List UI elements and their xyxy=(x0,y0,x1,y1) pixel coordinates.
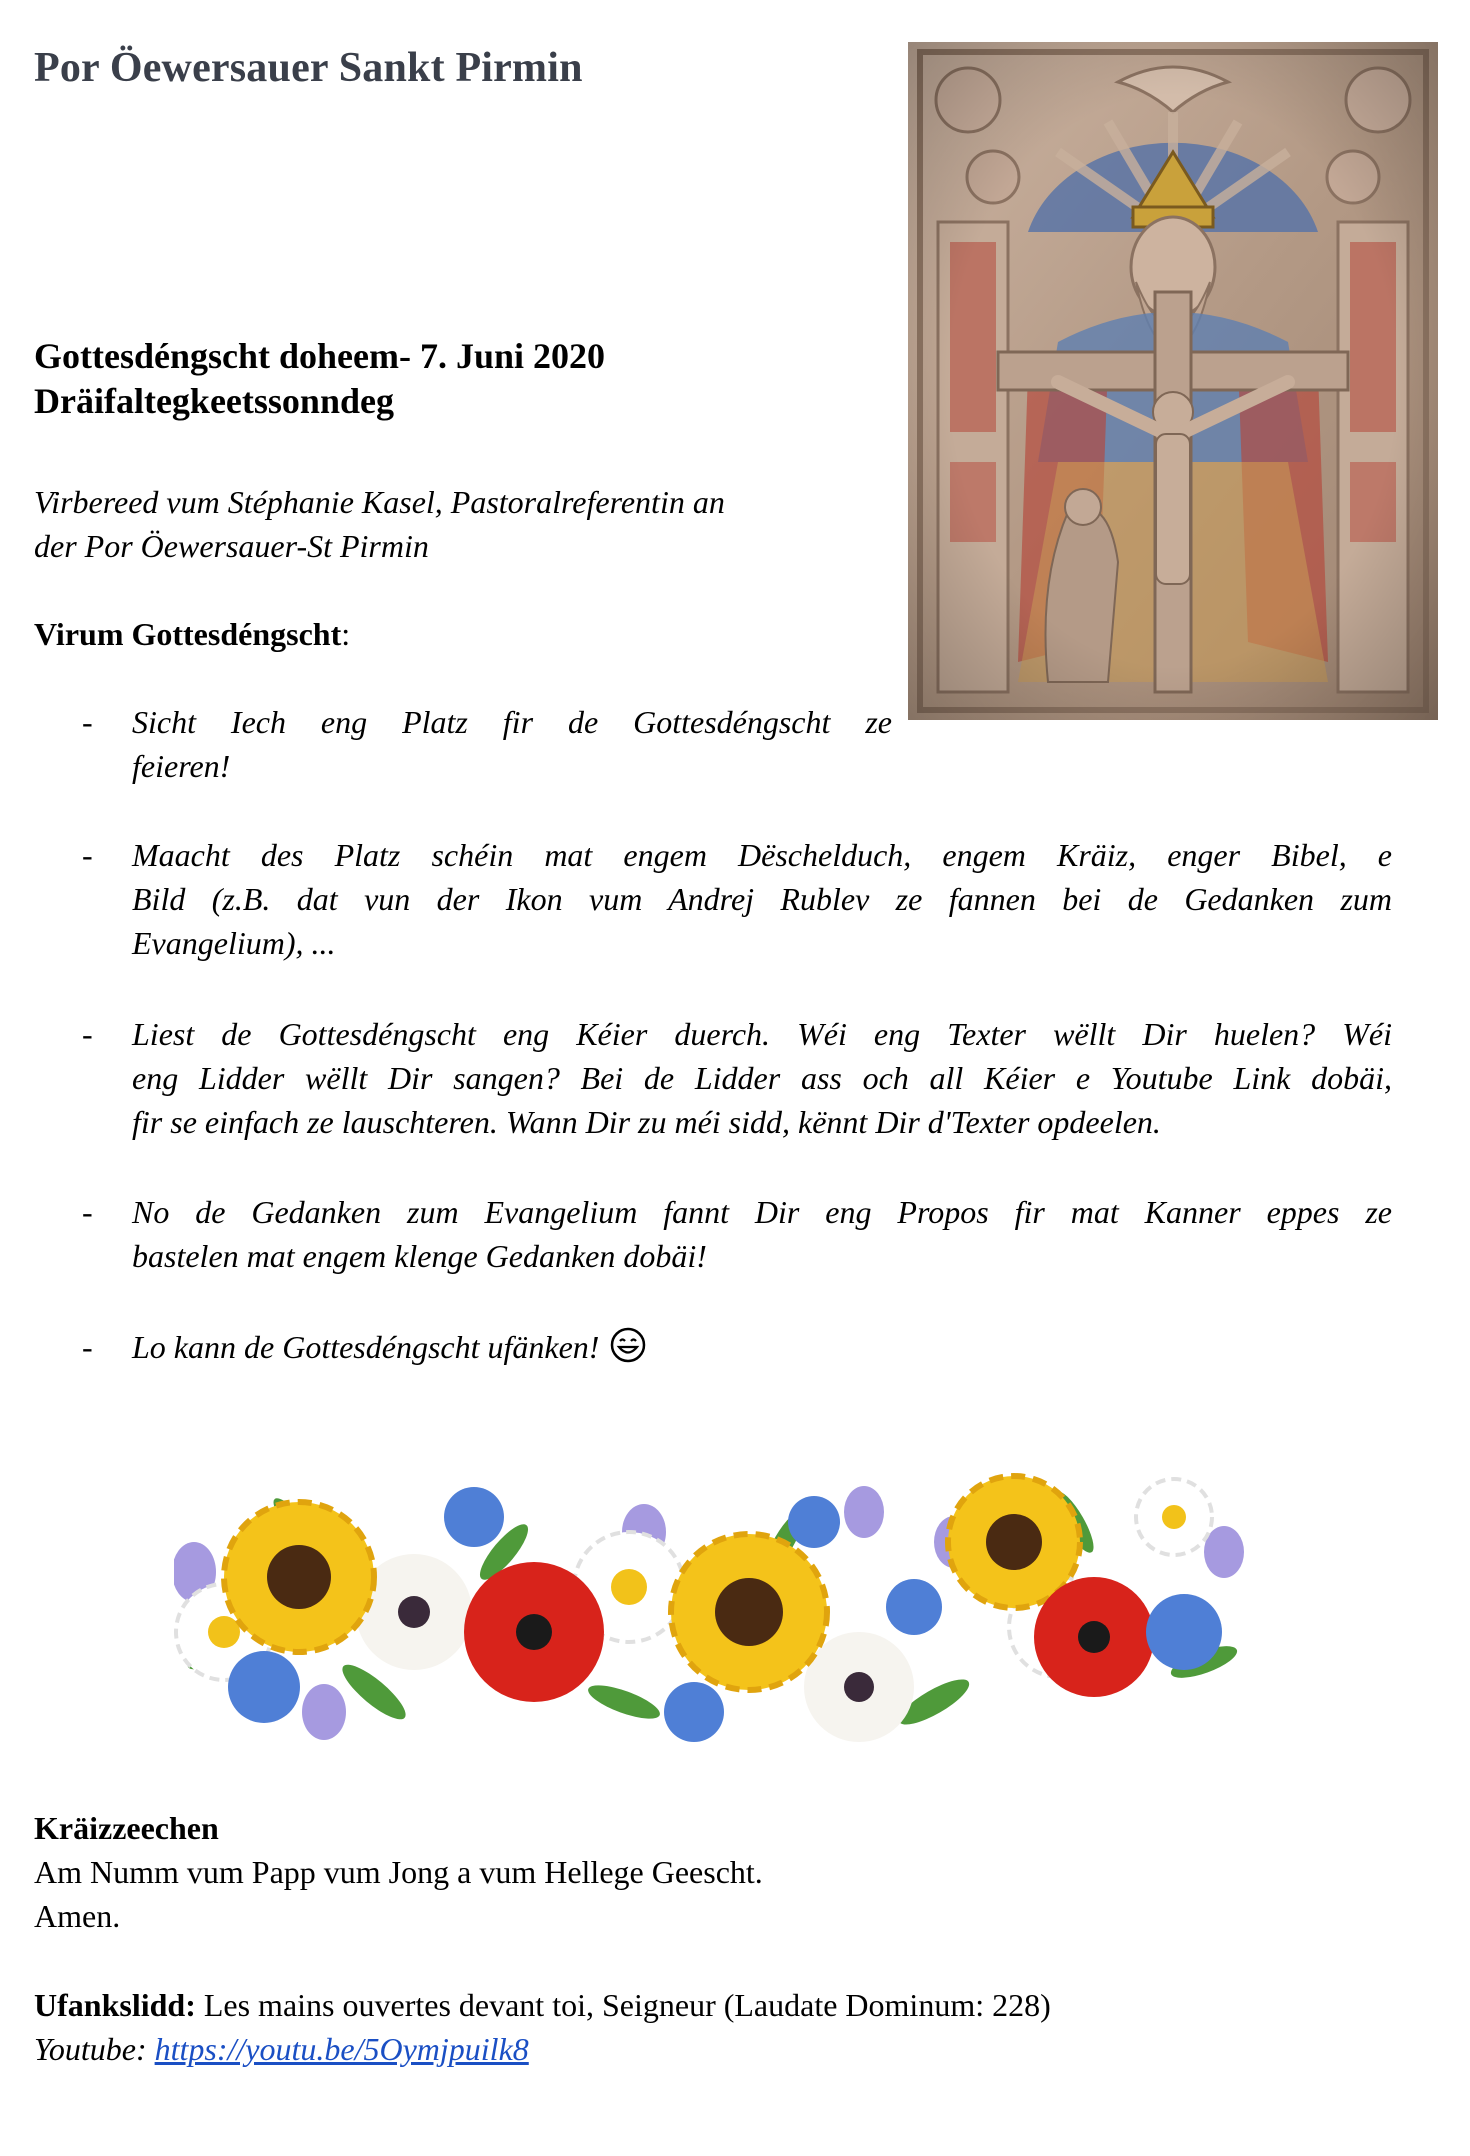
bullet-dash: - xyxy=(82,1194,93,1230)
list-item xyxy=(82,1012,1392,1147)
bullet-line: bastelen mat engem klenge Gedanken dobäi! xyxy=(132,1238,707,1274)
bullet-line: Bild (z.B. dat vun der Ikon vum Andrej Rublev ze fannen bei de Gedanken zum xyxy=(132,881,1392,917)
service-title xyxy=(34,334,605,424)
bullet-line: Evangelium), ... xyxy=(132,925,336,961)
bullet-dash: - xyxy=(82,837,93,873)
list-item xyxy=(82,1325,982,1375)
trinity-relief-image xyxy=(908,42,1438,720)
before-service-colon: : xyxy=(341,616,351,652)
bullet-line: No de Gedanken zum Evangelium fannt Dir eng Propos fir mat Kanner eppes ze xyxy=(132,1194,1392,1230)
bullet-dash: - xyxy=(82,1329,93,1365)
prepared-by xyxy=(34,480,894,568)
youtube-label: Youtube: xyxy=(34,2031,147,2067)
service-title-feast: Dräifaltegkeetssonndeg xyxy=(34,381,394,421)
before-service-label: Virum Gottesdéngscht xyxy=(34,616,342,652)
youtube-link[interactable]: https://youtu.be/5Oymjpuilk8 xyxy=(154,2031,529,2067)
prepared-by-line1: Virbereed vum Stéphanie Kasel, Pastoralreferentin an xyxy=(34,484,725,520)
bullet-line: fir se einfach ze lauschteren. Wann Dir zu méi sidd, kënnt Dir d'Texter opdeelen. xyxy=(132,1104,1161,1140)
bullet-dash: - xyxy=(82,1016,93,1052)
list-item xyxy=(82,1190,1392,1280)
prepared-by-line2: der Por Öewersauer-St Pirmin xyxy=(34,528,429,564)
before-service-heading xyxy=(34,612,350,656)
bullet-line: Liest de Gottesdéngscht eng Kéier duerch. Wéi eng Texter wëllt Dir huelen? Wéi xyxy=(132,1016,1392,1052)
sign-of-cross xyxy=(34,1806,1334,1938)
service-title-date: Gottesdéngscht doheem- 7. Juni 2020 xyxy=(34,336,606,376)
list-item xyxy=(82,700,892,790)
opening-song-text: Les mains ouvertes devant toi, Seigneur (Laudate Dominum: 228) xyxy=(195,1987,1051,2023)
opening-song xyxy=(34,1983,1394,2071)
sign-of-cross-text: Am Numm vum Papp vum Jong a vum Hellege Geescht. xyxy=(34,1854,763,1890)
parish-name: Por Öewersauer Sankt Pirmin xyxy=(34,45,583,91)
bullet-dash: - xyxy=(82,704,93,740)
smiley-face-icon xyxy=(609,1326,647,1375)
bullet-line: Sicht Iech eng Platz fir de Gottesdéngscht ze xyxy=(132,704,892,740)
bullet-line: eng Lidder wëllt Dir sangen? Bei de Lidder ass och all Kéier e Youtube Link dobäi, xyxy=(132,1060,1392,1096)
flower-garland-image xyxy=(174,1462,1250,1762)
bullet-line: Maacht des Platz schéin mat engem Dëschelduch, engem Kräiz, enger Bibel, e xyxy=(132,837,1392,873)
list-item xyxy=(82,833,1392,968)
bullet-line: Lo kann de Gottesdéngscht ufänken! xyxy=(132,1329,600,1365)
opening-song-label: Ufankslidd: xyxy=(34,1987,196,2023)
sign-of-cross-heading: Kräizzeechen xyxy=(34,1810,219,1846)
bullet-line: feieren! xyxy=(132,748,231,784)
sign-of-cross-amen: Amen. xyxy=(34,1898,121,1934)
